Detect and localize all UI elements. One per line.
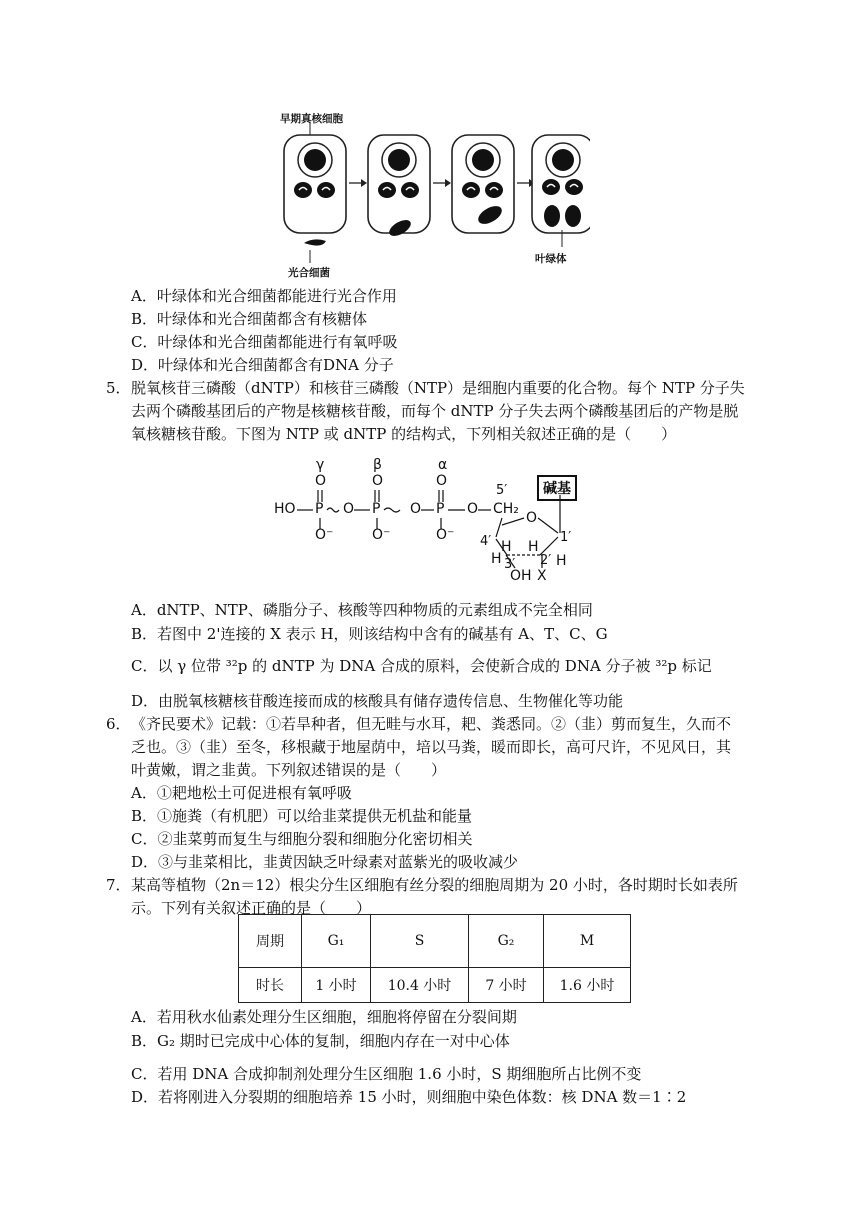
table-cell: 1 小时: [302, 968, 371, 1003]
figure-label-early-eukaryote: 早期真核细胞: [280, 113, 343, 125]
endosymbiosis-figure: [270, 105, 590, 280]
option-a: A．dNTP、NTP、磷脂分子、核酸等四种物质的元素组成不完全相同: [131, 601, 593, 619]
question-number: 7．: [106, 876, 131, 894]
atom-h: H: [556, 553, 567, 569]
ring-oxygen: O: [526, 510, 538, 526]
table-cell: 时长: [239, 968, 302, 1003]
gamma-label: γ: [316, 457, 325, 473]
endosymbiosis-diagram: [270, 105, 590, 280]
table-cell: S: [371, 915, 469, 968]
option-b: B．G₂ 期时已完成中心体的复制，细胞内存在一对中心体: [131, 1032, 510, 1050]
cell-stage-2: [368, 135, 430, 239]
atom-o-minus: O⁻: [372, 527, 391, 543]
option-c: C．叶绿体和光合细菌都能进行有氧呼吸: [131, 333, 398, 351]
option-c: C．②韭菜剪而复生与细胞分裂和细胞分化密切相关: [131, 830, 473, 848]
option-d: D．③与韭菜相比，韭黄因缺乏叶绿素对蓝紫光的吸收减少: [131, 853, 519, 871]
atom-oh: OH: [510, 568, 532, 584]
figure-label-chloroplast: 叶绿体: [535, 253, 567, 265]
table-row: [239, 968, 631, 1003]
atom-h: H: [528, 539, 539, 555]
carbon-5-label: 5′: [496, 483, 508, 498]
table-cell: G₁: [302, 915, 371, 968]
question-stem-line: 乏也。③（韭）至冬，移根藏于地屋荫中，培以马粪，暖而即长，高可尺许，不见风日，其: [131, 738, 732, 756]
question-stem-line: 示。下列有关叙述正确的是（ ）: [131, 899, 372, 917]
atom-o: O: [410, 501, 422, 517]
cell-stage-4: [532, 135, 590, 233]
option-a: A．①耙地松土可促进根有氧呼吸: [131, 784, 352, 802]
bacteria-shape: [304, 239, 326, 245]
carbon-2-label: 2′: [540, 553, 552, 568]
atom-ho: HO: [274, 501, 296, 517]
atom-o: O: [372, 473, 384, 489]
beta-label: β: [373, 457, 382, 473]
question-stem-line: 氧核糖核苷酸。下图为 NTP 或 dNTP 的结构式，下列相关叙述正确的是（ ）: [131, 425, 677, 443]
question-stem-line: 叶黄嫩，谓之韭黄。下列叙述错误的是（ ）: [131, 761, 447, 779]
option-c: C．以 γ 位带 ³²p 的 dNTP 为 DNA 合成的原料，会使新合成的 DNA 分子被 ³²p 标记: [131, 657, 712, 675]
nucleotide-structure-figure: [270, 455, 600, 585]
option-b: B．叶绿体和光合细菌都含有核糖体: [131, 310, 368, 328]
table-cell: 7 小时: [469, 968, 544, 1003]
table-cell: G₂: [469, 915, 544, 968]
table-cell: 10.4 小时: [371, 968, 469, 1003]
atom-h: H: [491, 551, 502, 567]
figure-label-photosynthetic-bacteria: 光合细菌: [288, 267, 330, 279]
atom-x: X: [537, 568, 547, 584]
cell-cycle-table: [238, 914, 631, 1003]
atom-p: P: [315, 501, 324, 517]
base-box: 碱基: [537, 475, 577, 501]
carbon-3-label: 3′: [504, 557, 516, 572]
table-cell: M: [544, 915, 631, 968]
question-stem-line: 《齐民要术》记载：①若旱种者，但无畦与水耳，耙、粪悉同。②（韭）剪而复生，久而不: [131, 715, 732, 733]
atom-o: O: [436, 473, 448, 489]
option-d: D．叶绿体和光合细菌都含有DNA 分子: [131, 356, 394, 374]
option-d: D．若将刚进入分裂期的细胞培养 15 小时，则细胞中染色体数：核 DNA 数＝1∶2: [131, 1088, 687, 1106]
atom-o: O: [343, 501, 355, 517]
alpha-label: α: [438, 457, 448, 473]
atom-o: O: [467, 501, 479, 517]
atom-o-minus: O⁻: [315, 527, 334, 543]
cell-stage-3: [452, 135, 514, 233]
option-c: C．若用 DNA 合成抑制剂处理分生区细胞 1.6 小时，S 期细胞所占比例不变: [131, 1065, 642, 1083]
atom-o-minus: O⁻: [436, 527, 455, 543]
option-a: A．叶绿体和光合细菌都能进行光合作用: [131, 287, 397, 305]
table-cell: 周期: [239, 915, 302, 968]
structure-bonds: [270, 455, 600, 585]
cell-stage-1: [284, 135, 346, 233]
carbon-4-label: 4′: [480, 534, 492, 549]
table-cell: 1.6 小时: [544, 968, 631, 1003]
atom-o: O: [315, 473, 327, 489]
atom-h: H: [501, 539, 512, 555]
atom-p: P: [372, 501, 381, 517]
question-number: 5．: [106, 379, 131, 397]
table-row: [239, 915, 631, 968]
option-a: A．若用秋水仙素处理分生区细胞，细胞将停留在分裂间期: [131, 1008, 517, 1026]
carbon-1-label: 1′: [560, 530, 572, 545]
option-b: B．若图中 2'连接的 X 表示 H，则该结构中含有的碱基有 A、T、C、G: [131, 625, 608, 643]
question-stem-line: 去两个磷酸基团后的产物是核糖核苷酸，而每个 dNTP 分子失去两个磷酸基团后的产物是脱: [131, 402, 739, 420]
atom-ch2: CH₂: [493, 501, 519, 517]
atom-p: P: [436, 501, 445, 517]
question-number: 6．: [106, 715, 131, 733]
option-b: B．①施粪（有机肥）可以给韭菜提供无机盐和能量: [131, 807, 473, 825]
question-stem-line: 脱氧核苷三磷酸（dNTP）和核苷三磷酸（NTP）是细胞内重要的化合物。每个 NTP 分子失: [131, 379, 745, 397]
option-d: D．由脱氧核糖核苷酸连接而成的核酸具有储存遗传信息、生物催化等功能: [131, 692, 624, 710]
question-stem-line: 某高等植物（2n＝12）根尖分生区细胞有丝分裂的细胞周期为 20 小时，各时期时长如表所: [131, 876, 738, 894]
